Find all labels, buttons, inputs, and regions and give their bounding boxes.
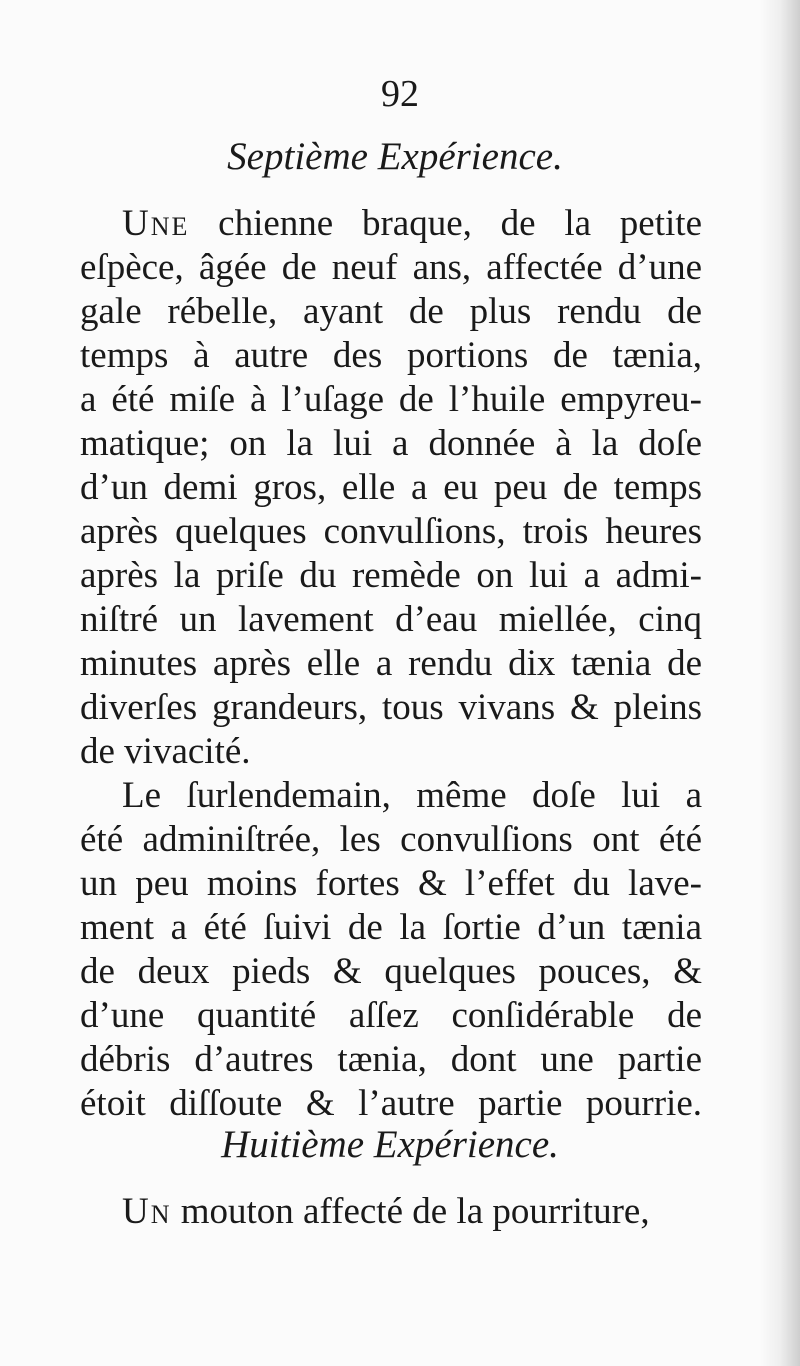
lead-small-caps: Une bbox=[122, 203, 190, 244]
paragraph-line: d’une quantité aſſez conſidérable de bbox=[80, 995, 702, 1036]
paragraph-line: après quelques convulſions, trois heures bbox=[80, 511, 702, 552]
paragraph-line: ment a été ſuivi de la ſortie d’un tænia bbox=[80, 907, 702, 948]
paragraph-line bbox=[122, 202, 702, 246]
paragraph-line: étoit diſſoute & l’autre partie pourrie. bbox=[80, 1083, 702, 1124]
paragraph-line: diverſes grandeurs, tous vivans & pleins bbox=[80, 687, 702, 728]
paragraph-line: été adminiſtrée, les convulſions ont été bbox=[80, 819, 702, 860]
section-heading: Septième Expérience. bbox=[227, 135, 563, 178]
paragraph-line: minutes après elle a rendu dix tænia de bbox=[80, 643, 702, 684]
paragraph-line: de deux pieds & quelques pouces, & bbox=[80, 951, 702, 992]
paragraph-line: de vivacité. bbox=[80, 731, 251, 772]
section-heading: Huitième Expérience. bbox=[221, 1123, 559, 1166]
paragraph-line: après la priſe du remède on lui a admi- bbox=[80, 555, 702, 596]
paragraph-line: niſtré un lavement d’eau miellée, cinq bbox=[80, 599, 702, 640]
paragraph-line: matique; on la lui a donnée à la doſe bbox=[80, 423, 702, 464]
lead-small-caps: Un bbox=[122, 1191, 172, 1232]
paragraph-line: Le ſurlendemain, même doſe lui a bbox=[122, 775, 702, 816]
paragraph-line: temps à autre des portions de tænia, bbox=[80, 335, 702, 376]
paragraph-line: un peu moins fortes & l’effet du lave- bbox=[80, 863, 702, 904]
paragraph-line: a été miſe à l’uſage de l’huile empyreu- bbox=[80, 379, 702, 420]
line-text: mouton affecté de la pourriture, bbox=[171, 1191, 650, 1232]
paragraph-line: débris d’autres tænia, dont une partie bbox=[80, 1039, 702, 1080]
paragraph-line bbox=[122, 1190, 702, 1234]
paragraph-line: eſpèce, âgée de neuf ans, affectée d’une bbox=[80, 247, 702, 288]
page-number: 92 bbox=[381, 73, 419, 115]
line-text: chienne braque, de la petite bbox=[189, 203, 702, 244]
paragraph-line: gale rébelle, ayant de plus rendu de bbox=[80, 291, 702, 332]
paragraph-line: d’un demi gros, elle a eu peu de temps bbox=[80, 467, 702, 508]
